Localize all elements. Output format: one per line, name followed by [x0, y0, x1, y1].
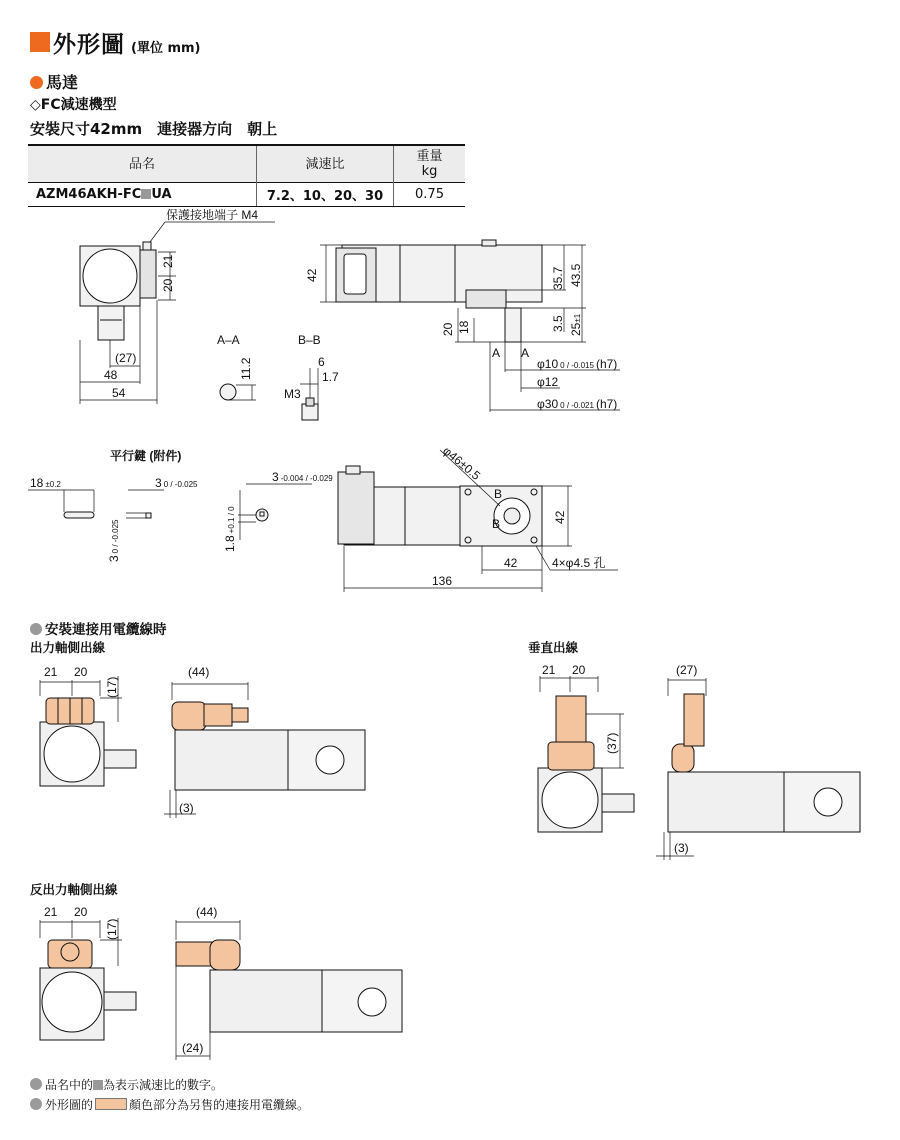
cable-color-swatch — [95, 1098, 127, 1110]
dim-1-7: 1.7 — [322, 370, 339, 384]
key-drawing — [28, 484, 312, 540]
dim-3-5: 3.5 — [551, 315, 565, 332]
dim-11-2: 11.2 — [239, 357, 253, 380]
section-mark-a-left: A — [492, 346, 501, 360]
cr-dim-20: 20 — [74, 905, 88, 919]
dim-27: (27) — [115, 351, 137, 365]
cable-reverse-side — [176, 920, 402, 1060]
cv-dim-20: 20 — [572, 663, 586, 677]
section-mark-a-right: A — [521, 346, 530, 360]
note-color: 外形圖的 顏色部分為另售的連接用電纜線。 — [30, 1096, 309, 1113]
dim-phi46: φ46±0.5 — [440, 443, 484, 483]
cable-vertical-front — [538, 676, 634, 832]
bottom-dim-42-v: 42 — [553, 510, 567, 524]
dim-25: 25±1 — [569, 313, 583, 336]
cr-dim-17: (17) — [105, 918, 119, 940]
dim-6: 6 — [318, 355, 325, 369]
cv-dim-3: (3) — [674, 841, 689, 855]
cs-dim-3: (3) — [179, 801, 194, 815]
shaft-dia-30: φ30 0 / -0.021 (h7) — [537, 397, 618, 411]
key-dim-3b: 30 / -0.025 — [107, 519, 121, 562]
gear-type: ◇FC減速機型 — [30, 97, 117, 113]
col-weight: 重量 kg — [394, 145, 466, 183]
col-model: 品名 — [28, 145, 257, 183]
cs-dim-44: (44) — [188, 665, 210, 679]
cable-vertical-side — [656, 678, 860, 860]
cv-dim-21: 21 — [542, 663, 556, 677]
key-dim-1-8: 1.8+0.1 / 0 — [223, 506, 237, 552]
dim-20: 20 — [161, 278, 175, 292]
cr-dim-21: 21 — [44, 905, 58, 919]
ratio-placeholder-icon — [93, 1080, 103, 1090]
dim-21: 21 — [161, 254, 175, 268]
key-dim-3: 3 0 / -0.025 — [155, 476, 198, 490]
page-title: 外形圖 (單位 mm) — [53, 32, 201, 58]
ground-terminal-label: 保護接地端子 M4 — [166, 208, 259, 222]
dim-20-side: 20 — [441, 322, 455, 336]
dim-54: 54 — [112, 386, 126, 400]
model-cell: AZM46AKH-FC UA — [28, 183, 257, 207]
mounting-condition: 安裝尺寸42mm 連接器方向 朝上 — [30, 120, 278, 138]
m3-label: M3 — [284, 387, 301, 401]
weight-cell: 0.75 — [394, 183, 466, 207]
cs-dim-21: 21 — [44, 665, 58, 679]
shaft-dia-12: φ12 — [537, 375, 559, 389]
cr-dim-24: (24) — [182, 1041, 204, 1055]
cable-vertical-label: 垂直出線 — [528, 640, 579, 655]
cv-dim-37: (37) — [605, 732, 619, 754]
cable-reverse-label: 反出力軸側出線 — [30, 882, 118, 897]
section-bb-label: B–B — [298, 333, 321, 347]
bullet-icon — [30, 1078, 42, 1090]
cv-dim-27: (27) — [676, 663, 698, 677]
col-ratio: 減速比 — [257, 145, 394, 183]
ratio-cell: 7.2、10、20、30 — [257, 183, 394, 207]
cs-dim-17: (17) — [105, 676, 119, 698]
cable-reverse-front — [40, 918, 136, 1040]
section-bb — [300, 368, 318, 420]
cs-dim-20: 20 — [74, 665, 88, 679]
cable-shaft-front — [40, 676, 136, 786]
unit-label: (單位 mm) — [131, 41, 201, 56]
key-label: 平行鍵 (附件) — [110, 449, 182, 463]
section-mark-b-bottom: B — [492, 517, 501, 531]
cable-shaft-side — [164, 682, 365, 818]
weight-unit: kg — [421, 164, 438, 179]
dim-35-7: 35.7 — [551, 266, 565, 290]
bullet-icon — [30, 623, 42, 635]
cr-dim-44: (44) — [196, 905, 218, 919]
dim-136: 136 — [432, 574, 453, 588]
dim-48: 48 — [104, 368, 118, 382]
cable-heading: 安裝連接用電纜線時 — [30, 618, 167, 638]
dim-18: 18 — [457, 320, 471, 334]
note-ratio: 品名中的 為表示減速比的數字。 — [30, 1076, 223, 1093]
holes-label: 4×φ4.5 孔 — [552, 556, 606, 570]
key-dim-3c: 3 -0.004 / -0.029 — [272, 470, 333, 484]
shaft-dia-10: φ10 0 / -0.015 (h7) — [537, 357, 618, 371]
motor-heading: 馬達 — [30, 70, 78, 93]
section-aa — [220, 384, 256, 400]
section-mark-b-top: B — [494, 487, 503, 501]
bullet-icon — [30, 1098, 42, 1110]
key-dim-18: 18 ±0.2 — [30, 476, 61, 490]
cable-shaft-label: 出力軸側出線 — [30, 640, 106, 655]
bottom-dim-42-h: 42 — [504, 556, 518, 570]
section-aa-label: A–A — [217, 333, 240, 347]
dim-42: 42 — [305, 268, 319, 282]
dim-43-5: 43.5 — [569, 263, 583, 287]
